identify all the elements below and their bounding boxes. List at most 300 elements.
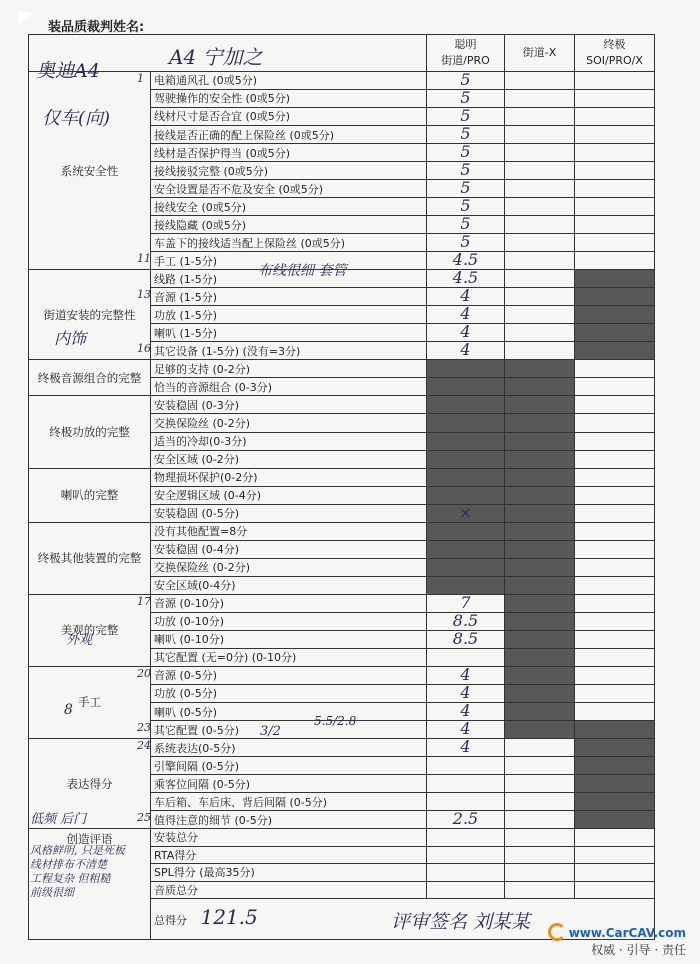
- score-ultimate: [575, 648, 655, 666]
- row-label: [151, 684, 427, 702]
- row-label-text: 系统表达(0-5分): [154, 741, 236, 755]
- score-smart: [427, 252, 505, 270]
- row-label: [151, 486, 427, 504]
- score-value: 5: [460, 178, 471, 198]
- row-label: [137, 721, 427, 739]
- row-label: [151, 396, 427, 414]
- row-label-text: 喇叭 (0-10分): [154, 633, 225, 647]
- score-street-x: [505, 180, 575, 198]
- score-ultimate: [575, 162, 655, 180]
- table-row: [29, 739, 655, 757]
- judge-signature: A4 宁加之: [169, 45, 263, 69]
- row-label: [137, 739, 427, 757]
- install-total-label: 安装总分: [151, 829, 427, 846]
- table-row: [29, 468, 655, 486]
- row-label-text: 线材是否保护得当 (0或5分): [154, 146, 291, 160]
- col-street-x: 街道-X: [505, 35, 575, 72]
- score-smart: [427, 612, 505, 630]
- score-smart: [427, 162, 505, 180]
- score-smart: [427, 702, 505, 720]
- score-street-x: [505, 414, 575, 432]
- score-ultimate: [575, 306, 655, 324]
- row-label-text: 接线接驳完整 (0或5分): [154, 164, 269, 178]
- score-ultimate: [575, 721, 655, 739]
- row-label-text: 安装稳固 (0-4分): [154, 543, 240, 557]
- hw-cd: 仅车(向): [42, 108, 111, 129]
- score-street-x: [505, 486, 575, 504]
- score-ultimate: [575, 811, 655, 829]
- rta-x: [505, 846, 575, 863]
- score-ultimate: [575, 125, 655, 143]
- row-label-text: 其它设备 (1-5分) (没有=3分): [154, 344, 301, 358]
- row-label-text: 足够的支持 (0-2分): [154, 362, 251, 376]
- score-street-x: [505, 342, 575, 360]
- row-label-text: 音源 (0-5分): [154, 669, 218, 683]
- row-label: [151, 414, 427, 432]
- score-ultimate: [575, 684, 655, 702]
- score-street-x: [505, 450, 575, 468]
- row-label: [151, 648, 427, 666]
- score-value: 5: [460, 124, 471, 143]
- score-value: 4: [460, 304, 471, 324]
- score-ultimate: [575, 180, 655, 198]
- page-fold: [18, 12, 32, 26]
- score-street-x: [505, 198, 575, 216]
- score-value: 8.5: [452, 628, 479, 648]
- row-label-text: 安全区域 (0-2分): [154, 453, 240, 467]
- score-smart: [427, 144, 505, 162]
- category-ultimate-source: 终极音源组合的完整: [29, 360, 151, 396]
- score-smart: [427, 486, 505, 504]
- table-row: [29, 396, 655, 414]
- score-smart: [427, 71, 505, 89]
- row-label-text: 线路 (1-5分): [154, 272, 218, 286]
- spl-ult: [575, 864, 655, 881]
- score-smart: [427, 216, 505, 234]
- row-label: [151, 612, 427, 630]
- row-label-text: 交换保险丝 (0-2分): [154, 561, 251, 575]
- score-value: 4: [460, 664, 471, 684]
- row-label: [151, 216, 427, 234]
- row-label: [151, 540, 427, 558]
- score-ultimate: [575, 216, 655, 234]
- score-smart: [427, 522, 505, 540]
- score-smart: [427, 666, 505, 684]
- score-value: 4: [460, 682, 471, 702]
- score-smart: [427, 576, 505, 594]
- grand-total-label: 总得分: [154, 913, 187, 927]
- score-street-x: [505, 144, 575, 162]
- score-smart: [427, 468, 505, 486]
- row-label-text: 音源 (1-5分): [154, 290, 218, 304]
- score-smart: [427, 739, 505, 757]
- row-label-text: 物理损坏保护(0-2分): [154, 471, 258, 485]
- score-ultimate: [575, 612, 655, 630]
- sq-total-label: 音质总分: [151, 881, 427, 898]
- row-label-text: 接线是否正确的配上保险丝 (0或5分): [154, 128, 335, 142]
- score-smart: [427, 234, 505, 252]
- category-speaker: 喇叭的完整: [29, 468, 151, 522]
- score-smart: [427, 558, 505, 576]
- hw-mid: 内饰: [54, 329, 87, 348]
- score-ultimate: [575, 739, 655, 757]
- table-row: [29, 666, 655, 684]
- score-smart: [427, 811, 505, 829]
- score-street-x: [505, 594, 575, 612]
- row-number: 11: [137, 252, 151, 266]
- row-label-text: 接线安全 (0或5分): [154, 200, 247, 214]
- bottom-signature: 评审签名 刘某某: [391, 910, 531, 933]
- carcav-logo-icon: [548, 923, 566, 941]
- score-street-x: [505, 360, 575, 378]
- score-ultimate: [575, 793, 655, 811]
- score-smart: [427, 198, 505, 216]
- score-ultimate: [575, 270, 655, 288]
- row-label: [151, 306, 427, 324]
- row-label: [151, 558, 427, 576]
- row-label-text: 安装稳固 (0-3分): [154, 398, 240, 412]
- score-street-x: [505, 378, 575, 396]
- score-street-x: [505, 216, 575, 234]
- score-ultimate: [575, 288, 655, 306]
- score-street-x: [505, 288, 575, 306]
- score-value: 4.5: [452, 250, 479, 270]
- score-value: 4: [460, 737, 471, 757]
- row-label: [151, 522, 427, 540]
- score-street-x: [505, 468, 575, 486]
- footer: [548, 922, 686, 959]
- header-title: 装品质裁判姓名:: [48, 20, 145, 35]
- score-street-x: [505, 396, 575, 414]
- score-smart: [427, 360, 505, 378]
- score-smart: [427, 180, 505, 198]
- score-ultimate: [575, 540, 655, 558]
- row-label: [137, 594, 427, 612]
- row-label: [137, 288, 427, 306]
- score-value: 5: [460, 232, 471, 252]
- row-label: [151, 144, 427, 162]
- score-value: 5: [460, 214, 471, 234]
- hw-remark: 布线很细 套管: [258, 263, 347, 279]
- score-value: 8.5: [452, 610, 479, 630]
- hw-left-note: 低频 后门: [30, 812, 87, 827]
- score-street-x: [505, 793, 575, 811]
- score-street-x: [505, 162, 575, 180]
- col-smart: 聪明 街道/PRO: [427, 35, 505, 72]
- row-label: [151, 89, 427, 107]
- score-ultimate: [575, 775, 655, 793]
- grand-total-value: 121.5: [200, 904, 258, 929]
- score-value: 5: [460, 87, 471, 107]
- row-label-text: 适当的冷却(0-3分): [154, 435, 247, 449]
- score-street-x: [505, 558, 575, 576]
- score-smart: [427, 89, 505, 107]
- rta-smart: [427, 846, 505, 863]
- score-value: 4: [460, 286, 471, 306]
- row-label: [151, 360, 427, 378]
- install-total-x: [505, 829, 575, 846]
- score-ultimate: [575, 89, 655, 107]
- row-label-text: 其它配置 (无=0分) (0-10分): [154, 651, 297, 665]
- row-label-text: 功放 (1-5分): [154, 308, 218, 322]
- row-number: 24: [137, 739, 151, 753]
- score-street-x: [505, 811, 575, 829]
- category-ultimate-other: 终极其他装置的完整: [29, 522, 151, 594]
- row-label-text: 功放 (0-10分): [154, 615, 225, 629]
- hw-car: 奥迪A4: [36, 60, 100, 82]
- sq-smart: [427, 881, 505, 898]
- score-smart: [427, 648, 505, 666]
- row-label: [137, 811, 427, 829]
- row-label-text: 喇叭 (0-5分): [154, 705, 218, 719]
- spl-smart: [427, 864, 505, 881]
- page-header: [18, 12, 678, 34]
- score-street-x: [505, 666, 575, 684]
- row-label: [151, 504, 427, 522]
- score-value: 7: [460, 592, 471, 612]
- site-slogan: 权威 · 引导 · 责任: [591, 943, 686, 957]
- score-value: 4: [460, 701, 471, 720]
- score-street-x: [505, 504, 575, 522]
- score-value: 5: [460, 142, 471, 162]
- score-street-x: [505, 612, 575, 630]
- install-total-smart: [427, 829, 505, 846]
- row-label-text: 手工 (1-5分): [154, 254, 218, 268]
- score-smart: [427, 432, 505, 450]
- score-smart: [427, 414, 505, 432]
- score-value: ×: [458, 502, 473, 522]
- score-ultimate: [575, 522, 655, 540]
- score-ultimate: [575, 666, 655, 684]
- score-street-x: [505, 630, 575, 648]
- table-row: [29, 522, 655, 540]
- score-smart: [427, 306, 505, 324]
- row-label-text: 交换保险丝 (0-2分): [154, 417, 251, 430]
- score-value: 4: [460, 322, 471, 342]
- category-craft: 手工: [29, 666, 151, 738]
- score-street-x: [505, 324, 575, 342]
- row-label-text: 安全逻辑区域 (0-4分): [154, 489, 262, 503]
- row-label: [151, 324, 427, 342]
- row-label: [151, 198, 427, 216]
- score-street-x: [505, 107, 575, 125]
- row-label: [151, 468, 427, 486]
- row-label-text: 引擎间隔 (0-5分): [154, 759, 240, 773]
- table-row: [29, 360, 655, 378]
- row-label-text: 安装稳固 (0-5分): [154, 507, 240, 521]
- row-label-text: 其它配置 (0-5分): [154, 723, 240, 737]
- score-smart: [427, 684, 505, 702]
- score-ultimate: [575, 198, 655, 216]
- row-label: [151, 775, 427, 793]
- row-label: [151, 125, 427, 143]
- row-number: 16: [137, 342, 151, 356]
- row-label: [151, 793, 427, 811]
- score-street-x: [505, 234, 575, 252]
- score-ultimate: [575, 342, 655, 360]
- score-ultimate: [575, 360, 655, 378]
- spl-label: SPL得分 (最高35分): [151, 864, 427, 881]
- score-value: 2.5: [452, 809, 479, 829]
- row-label-text: 没有其他配置=8分: [154, 525, 248, 539]
- score-ultimate: [575, 757, 655, 775]
- score-ultimate: [575, 558, 655, 576]
- row-number: 25: [137, 811, 151, 825]
- row-label-text: 喇叭 (1-5分): [154, 326, 218, 340]
- score-ultimate: [575, 378, 655, 396]
- scoresheet: [28, 34, 654, 940]
- table-row: [29, 71, 655, 89]
- score-smart: [427, 125, 505, 143]
- score-value: 4: [460, 340, 471, 360]
- row-label: [151, 757, 427, 775]
- score-street-x: [505, 757, 575, 775]
- row-label-text: 电箱通风孔 (0或5分): [154, 74, 258, 88]
- score-street-x: [505, 684, 575, 702]
- score-ultimate: [575, 252, 655, 270]
- score-smart: [427, 270, 505, 288]
- score-smart: [427, 793, 505, 811]
- col-ultimate: 终极 SOI/PRO/X: [575, 35, 655, 72]
- row-number: 20: [137, 666, 151, 680]
- score-street-x: [505, 125, 575, 143]
- score-smart: [427, 504, 505, 522]
- rta-ult: [575, 846, 655, 863]
- install-total-ult: [575, 829, 655, 846]
- score-value: 4: [460, 719, 471, 739]
- score-smart: [427, 288, 505, 306]
- score-street-x: [505, 576, 575, 594]
- row-label: [151, 432, 427, 450]
- row-label: [151, 576, 427, 594]
- score-table: [28, 34, 655, 940]
- creative-label: 创造评语: [66, 832, 113, 847]
- score-ultimate: [575, 450, 655, 468]
- score-smart: [427, 378, 505, 396]
- row-label-text: 恰当的音源组合 (0-3分): [154, 380, 273, 394]
- spl-x: [505, 864, 575, 881]
- row-label-text: 值得注意的细节 (0-5分): [154, 813, 273, 827]
- score-ultimate: [575, 468, 655, 486]
- table-row: [29, 594, 655, 612]
- score-value: 5: [460, 105, 471, 125]
- row-number: 17: [137, 594, 151, 608]
- score-smart: [427, 324, 505, 342]
- row-label-text: 安全设置是否不危及安全 (0或5分): [154, 182, 324, 196]
- score-street-x: [505, 89, 575, 107]
- score-ultimate: [575, 414, 655, 432]
- score-street-x: [505, 702, 575, 720]
- score-ultimate: [575, 396, 655, 414]
- score-ultimate: [575, 576, 655, 594]
- site-logo: www.CarCAV.com: [568, 925, 686, 940]
- score-street-x: [505, 432, 575, 450]
- row-number: 13: [137, 288, 151, 302]
- score-ultimate: [575, 107, 655, 125]
- category-aesthetics: 美观的完整: [29, 594, 151, 666]
- score-smart: [427, 540, 505, 558]
- score-street-x: [505, 540, 575, 558]
- category-street-completeness: 街道安装的完整性: [29, 270, 151, 360]
- score-smart: [427, 757, 505, 775]
- hw-creative-comment: 风格鲜明, 只是死板 线材排布不清楚 工程复杂 但粗糙 前级很细: [30, 844, 125, 899]
- score-street-x: [505, 252, 575, 270]
- score-smart: [427, 342, 505, 360]
- score-ultimate: [575, 432, 655, 450]
- row-label: [137, 342, 427, 360]
- hw-expr1: 3/2: [260, 724, 281, 739]
- hw-craft: 8: [64, 702, 73, 718]
- row-label: [151, 180, 427, 198]
- score-street-x: [505, 522, 575, 540]
- score-smart: [427, 396, 505, 414]
- row-number: 23: [137, 721, 151, 735]
- row-label-text: 乘客位间隔 (0-5分): [154, 777, 251, 791]
- score-street-x: [505, 721, 575, 739]
- score-street-x: [505, 306, 575, 324]
- score-smart: [427, 775, 505, 793]
- row-label: [137, 71, 427, 89]
- row-label: [151, 234, 427, 252]
- row-label-text: 驾驶操作的安全性 (0或5分): [154, 92, 291, 106]
- category-system-safety: 系统安全性: [29, 71, 151, 269]
- score-smart: [427, 594, 505, 612]
- score-street-x: [505, 739, 575, 757]
- score-ultimate: [575, 594, 655, 612]
- score-value: 5: [460, 160, 471, 180]
- score-street-x: [505, 71, 575, 89]
- row-label-text: 线材尺寸是否合宜 (0或5分): [154, 110, 291, 124]
- score-smart: [427, 630, 505, 648]
- rta-label: RTA得分: [151, 846, 427, 863]
- hw-aesthetic: 外观: [66, 633, 93, 648]
- row-label-text: 车后箱、车后床、背后间隔 (0-5分): [154, 795, 328, 809]
- score-ultimate: [575, 234, 655, 252]
- score-smart: [427, 450, 505, 468]
- sq-x: [505, 881, 575, 898]
- score-ultimate: [575, 71, 655, 89]
- header-row: [29, 35, 655, 72]
- row-label: [151, 162, 427, 180]
- score-ultimate: [575, 324, 655, 342]
- score-smart: [427, 107, 505, 125]
- score-smart: [427, 721, 505, 739]
- score-value: 5: [460, 69, 471, 89]
- score-value: 5: [460, 196, 471, 216]
- row-number: 1: [137, 71, 144, 85]
- sq-ult: [575, 881, 655, 898]
- row-label-text: 接线隐藏 (0或5分): [154, 218, 247, 232]
- row-label: [137, 666, 427, 684]
- category-expression: 表达得分: [29, 739, 151, 829]
- score-street-x: [505, 648, 575, 666]
- score-ultimate: [575, 702, 655, 720]
- hw-expr2: 5.5/2.8: [314, 714, 357, 728]
- row-label: [151, 630, 427, 648]
- score-street-x: [505, 775, 575, 793]
- category-ultimate-amp: 终极功放的完整: [29, 396, 151, 468]
- row-label: [151, 450, 427, 468]
- score-ultimate: [575, 144, 655, 162]
- score-street-x: [505, 270, 575, 288]
- row-label: [151, 107, 427, 125]
- row-label: [151, 702, 427, 720]
- row-label-text: 安全区域(0-4分): [154, 579, 236, 593]
- score-ultimate: [575, 504, 655, 522]
- row-label: [151, 378, 427, 396]
- score-ultimate: [575, 630, 655, 648]
- row-label-text: 车盖下的接线适当配上保险丝 (0或5分): [154, 236, 346, 250]
